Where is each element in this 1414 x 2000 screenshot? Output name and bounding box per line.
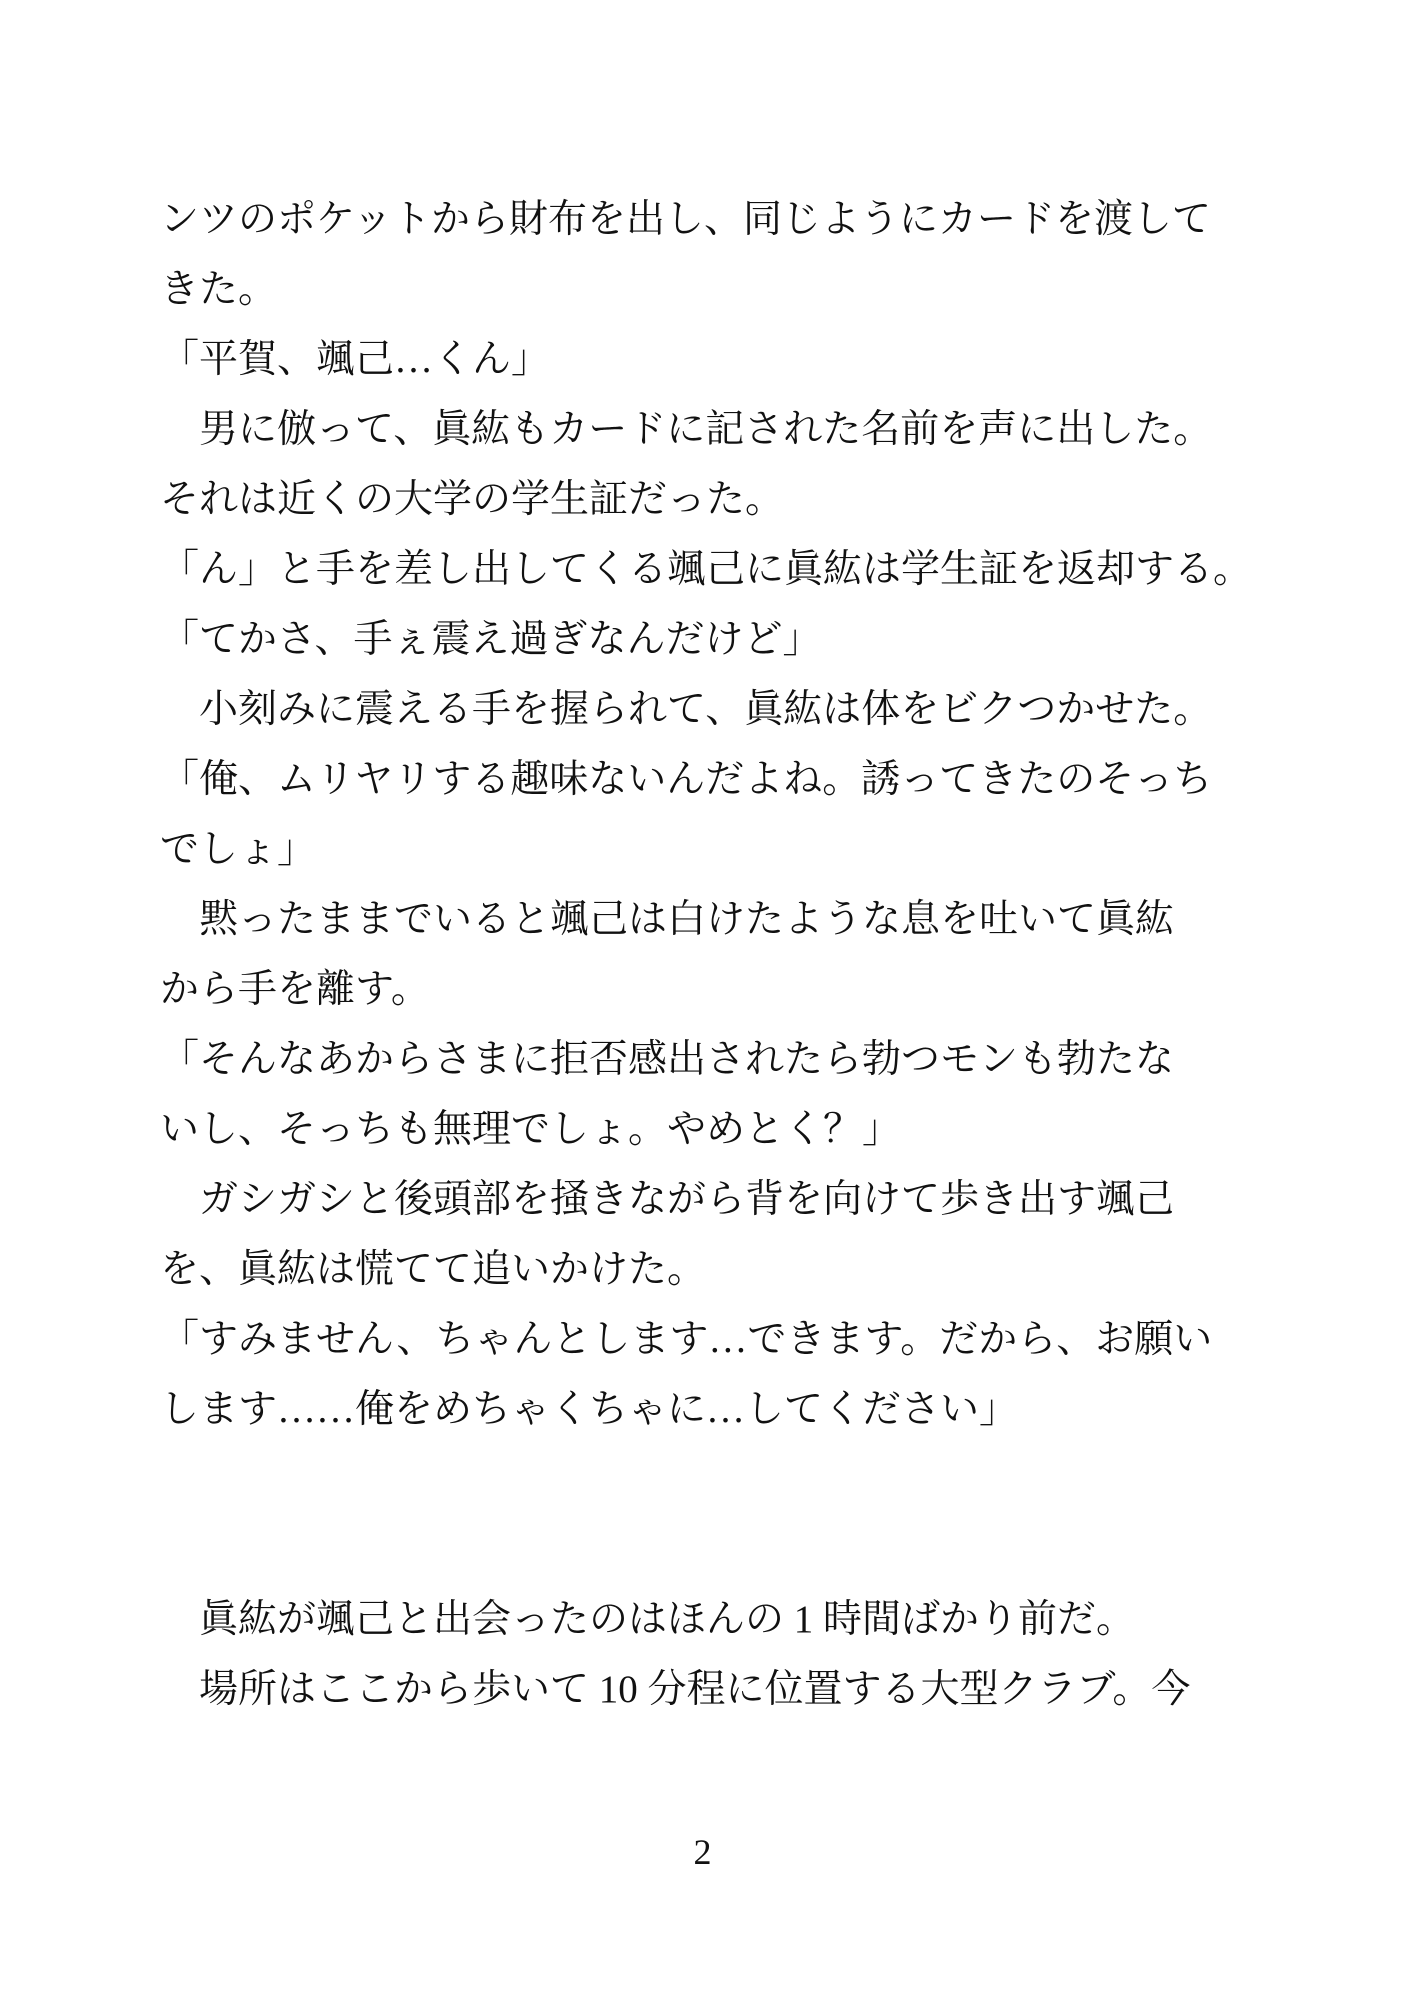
- text-line: きた。: [160, 268, 278, 311]
- text-line: でしょ」: [160, 828, 317, 871]
- text-line: から手を離す。: [160, 968, 430, 1011]
- text-line: 「てかさ、手ぇ震え過ぎなんだけど」: [160, 618, 822, 661]
- blank-line: [160, 1515, 1245, 1585]
- text-lines: [160, 185, 1253, 1725]
- text-line: 「俺、ムリヤリする趣味ないんだよね。誘ってきたのそっち: [160, 758, 1213, 801]
- page-number: 2: [693, 1832, 712, 1872]
- text-line: 黙ったままでいると颯己は白けたような息を吐いて眞紘: [199, 898, 1175, 941]
- text-line: 「ん」と手を差し出してくる颯己に眞紘は学生証を返却する。: [160, 548, 1253, 591]
- text-line: 「すみません、ちゃんとします…できます。だから、お願い: [160, 1318, 1213, 1361]
- text-line: 「平賀、颯己…くん」: [160, 338, 551, 381]
- text-line: 場所はここから歩いて 10 分程に位置する大型クラブ。今: [199, 1668, 1191, 1711]
- text-line: ンツのポケットから財布を出し、同じようにカードを渡して: [160, 198, 1212, 241]
- text-line: 男に倣って、眞紘もカードに記された名前を声に出した。: [199, 408, 1213, 451]
- text-line: を、眞紘は慌てて追いかけた。: [160, 1248, 707, 1291]
- text-line: します……俺をめちゃくちゃに…してください」: [160, 1388, 1019, 1431]
- text-line: それは近くの大学の学生証だった。: [160, 478, 785, 521]
- text-line: いし、そっちも無理でしょ。やめとく？」: [160, 1108, 902, 1151]
- text-line: 眞紘が颯己と出会ったのはほんの 1 時間ばかり前だ。: [199, 1598, 1136, 1641]
- text-line: 「そんなあからさまに拒否感出されたら勃つモンも勃たな: [160, 1038, 1175, 1081]
- text-line: 小刻みに震える手を握られて、眞紘は体をビクつかせた。: [199, 688, 1213, 731]
- text-line: ガシガシと後頭部を掻きながら背を向けて歩き出す颯己: [199, 1178, 1175, 1221]
- blank-line: [160, 1445, 1245, 1515]
